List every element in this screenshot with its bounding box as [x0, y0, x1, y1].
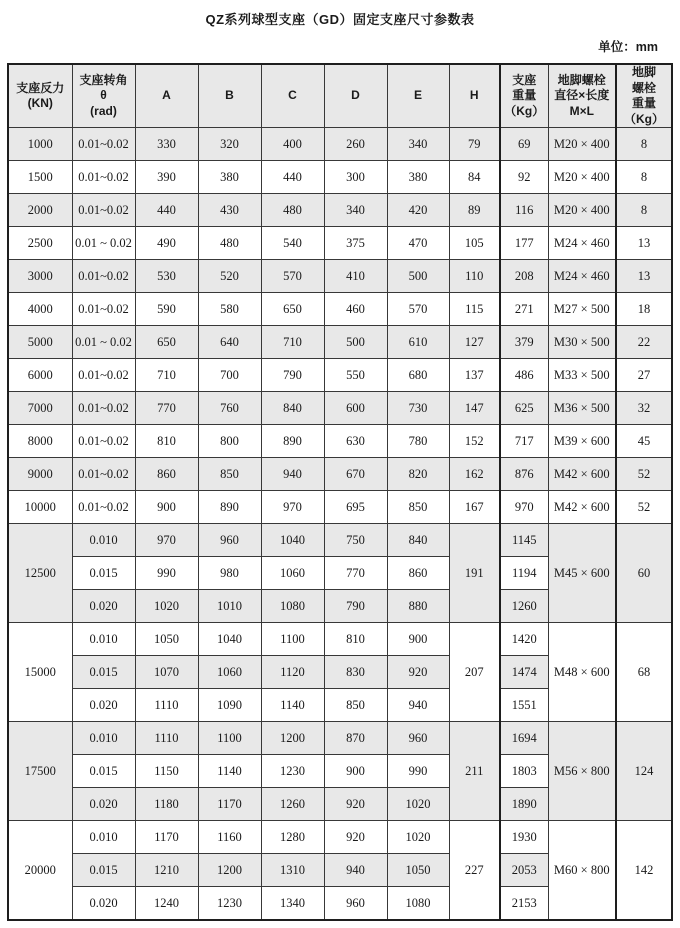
- cell-b: 1060: [198, 656, 261, 689]
- cell-load: 10000: [8, 491, 72, 524]
- cell-b: 700: [198, 359, 261, 392]
- cell-bolt: M33 × 500: [548, 359, 616, 392]
- cell-e: 900: [387, 623, 449, 656]
- cell-a: 970: [135, 524, 198, 557]
- cell-load: 9000: [8, 458, 72, 491]
- cell-c: 1310: [261, 854, 324, 887]
- cell-theta: 0.01~0.02: [72, 392, 135, 425]
- cell-a: 1240: [135, 887, 198, 921]
- cell-c: 1040: [261, 524, 324, 557]
- cell-h: 115: [449, 293, 500, 326]
- cell-b: 580: [198, 293, 261, 326]
- cell-bolt: M60 × 800: [548, 821, 616, 921]
- cell-load: 2500: [8, 227, 72, 260]
- cell-a: 810: [135, 425, 198, 458]
- cell-weight: 69: [500, 128, 548, 161]
- cell-theta: 0.01~0.02: [72, 194, 135, 227]
- header-e: E: [387, 64, 449, 128]
- cell-c: 1260: [261, 788, 324, 821]
- cell-a: 1050: [135, 623, 198, 656]
- cell-theta: 0.01~0.02: [72, 491, 135, 524]
- cell-theta: 0.010: [72, 623, 135, 656]
- cell-c: 400: [261, 128, 324, 161]
- cell-a: 530: [135, 260, 198, 293]
- cell-b: 760: [198, 392, 261, 425]
- cell-load: 6000: [8, 359, 72, 392]
- cell-e: 570: [387, 293, 449, 326]
- unit-label: 单位：mm: [598, 40, 658, 54]
- cell-c: 1100: [261, 623, 324, 656]
- table-row: [8, 227, 672, 260]
- cell-weight: 486: [500, 359, 548, 392]
- cell-theta: 0.010: [72, 722, 135, 755]
- cell-weight: 2053: [500, 854, 548, 887]
- table-row: [8, 359, 672, 392]
- table-row: [8, 623, 672, 656]
- cell-h: 84: [449, 161, 500, 194]
- cell-e: 500: [387, 260, 449, 293]
- cell-e: 880: [387, 590, 449, 623]
- cell-a: 900: [135, 491, 198, 524]
- cell-d: 500: [324, 326, 387, 359]
- cell-weight: 116: [500, 194, 548, 227]
- cell-weight: 92: [500, 161, 548, 194]
- header-bolt: 地脚螺栓 直径×长度 M×L: [548, 64, 616, 128]
- cell-bolt-weight: 13: [616, 260, 672, 293]
- cell-e: 730: [387, 392, 449, 425]
- table-body: [8, 128, 672, 921]
- cell-d: 810: [324, 623, 387, 656]
- cell-weight: 1145: [500, 524, 548, 557]
- cell-b: 1040: [198, 623, 261, 656]
- cell-a: 990: [135, 557, 198, 590]
- table-row: [8, 821, 672, 854]
- table-row: [8, 722, 672, 755]
- cell-e: 860: [387, 557, 449, 590]
- cell-bolt: M48 × 600: [548, 623, 616, 722]
- cell-theta: 0.020: [72, 590, 135, 623]
- cell-c: 1120: [261, 656, 324, 689]
- cell-bolt-weight: 124: [616, 722, 672, 821]
- page-title: QZ系列球型支座（GD）固定支座尺寸参数表: [205, 12, 475, 27]
- cell-bolt: M30 × 500: [548, 326, 616, 359]
- cell-bolt: M20 × 400: [548, 128, 616, 161]
- cell-c: 1200: [261, 722, 324, 755]
- cell-a: 1150: [135, 755, 198, 788]
- cell-theta: 0.01 ~ 0.02: [72, 227, 135, 260]
- cell-d: 260: [324, 128, 387, 161]
- cell-theta: 0.010: [72, 821, 135, 854]
- cell-c: 840: [261, 392, 324, 425]
- cell-c: 1060: [261, 557, 324, 590]
- table-row: [8, 392, 672, 425]
- cell-load: 1500: [8, 161, 72, 194]
- table-row: [8, 326, 672, 359]
- cell-d: 460: [324, 293, 387, 326]
- cell-weight: 1551: [500, 689, 548, 722]
- cell-c: 1280: [261, 821, 324, 854]
- cell-d: 790: [324, 590, 387, 623]
- cell-theta: 0.01~0.02: [72, 293, 135, 326]
- cell-bolt-weight: 68: [616, 623, 672, 722]
- cell-h: 211: [449, 722, 500, 821]
- cell-b: 520: [198, 260, 261, 293]
- cell-bolt: M36 × 500: [548, 392, 616, 425]
- cell-theta: 0.020: [72, 887, 135, 921]
- cell-bolt: M20 × 400: [548, 194, 616, 227]
- cell-bolt: M42 × 600: [548, 491, 616, 524]
- cell-weight: 2153: [500, 887, 548, 921]
- cell-bolt: M56 × 800: [548, 722, 616, 821]
- cell-weight: 625: [500, 392, 548, 425]
- cell-b: 1230: [198, 887, 261, 921]
- cell-theta: 0.01 ~ 0.02: [72, 326, 135, 359]
- header-c: C: [261, 64, 324, 128]
- cell-a: 1020: [135, 590, 198, 623]
- cell-a: 1070: [135, 656, 198, 689]
- cell-h: 162: [449, 458, 500, 491]
- cell-c: 480: [261, 194, 324, 227]
- cell-load: 7000: [8, 392, 72, 425]
- cell-c: 570: [261, 260, 324, 293]
- cell-load: 1000: [8, 128, 72, 161]
- cell-e: 680: [387, 359, 449, 392]
- cell-a: 490: [135, 227, 198, 260]
- cell-e: 610: [387, 326, 449, 359]
- cell-h: 89: [449, 194, 500, 227]
- cell-load: 15000: [8, 623, 72, 722]
- cell-c: 440: [261, 161, 324, 194]
- cell-bolt: M27 × 500: [548, 293, 616, 326]
- cell-a: 770: [135, 392, 198, 425]
- cell-a: 710: [135, 359, 198, 392]
- cell-a: 440: [135, 194, 198, 227]
- cell-b: 430: [198, 194, 261, 227]
- cell-theta: 0.01~0.02: [72, 425, 135, 458]
- cell-load: 17500: [8, 722, 72, 821]
- cell-b: 480: [198, 227, 261, 260]
- cell-bolt-weight: 52: [616, 458, 672, 491]
- cell-weight: 379: [500, 326, 548, 359]
- cell-theta: 0.015: [72, 755, 135, 788]
- header-row: [8, 64, 672, 128]
- cell-load: 20000: [8, 821, 72, 921]
- cell-e: 820: [387, 458, 449, 491]
- cell-b: 890: [198, 491, 261, 524]
- cell-c: 1340: [261, 887, 324, 921]
- cell-h: 79: [449, 128, 500, 161]
- cell-c: 970: [261, 491, 324, 524]
- cell-weight: 717: [500, 425, 548, 458]
- cell-bolt-weight: 45: [616, 425, 672, 458]
- cell-b: 1100: [198, 722, 261, 755]
- header-a: A: [135, 64, 198, 128]
- cell-bolt-weight: 8: [616, 194, 672, 227]
- cell-b: 320: [198, 128, 261, 161]
- table-row: [8, 491, 672, 524]
- cell-e: 1020: [387, 821, 449, 854]
- cell-h: 207: [449, 623, 500, 722]
- cell-d: 300: [324, 161, 387, 194]
- cell-h: 110: [449, 260, 500, 293]
- cell-d: 375: [324, 227, 387, 260]
- header-weight: 支座 重量 （Kg）: [500, 64, 548, 128]
- cell-d: 830: [324, 656, 387, 689]
- cell-weight: 1194: [500, 557, 548, 590]
- cell-theta: 0.01~0.02: [72, 359, 135, 392]
- cell-bolt-weight: 52: [616, 491, 672, 524]
- cell-load: 4000: [8, 293, 72, 326]
- cell-load: 8000: [8, 425, 72, 458]
- cell-d: 900: [324, 755, 387, 788]
- cell-bolt: M42 × 600: [548, 458, 616, 491]
- cell-e: 780: [387, 425, 449, 458]
- cell-c: 890: [261, 425, 324, 458]
- cell-b: 1170: [198, 788, 261, 821]
- spec-table: [7, 63, 673, 921]
- cell-d: 550: [324, 359, 387, 392]
- table-head: [8, 64, 672, 128]
- cell-b: 1090: [198, 689, 261, 722]
- cell-c: 790: [261, 359, 324, 392]
- cell-weight: 1474: [500, 656, 548, 689]
- cell-bolt: M20 × 400: [548, 161, 616, 194]
- cell-bolt-weight: 27: [616, 359, 672, 392]
- cell-c: 650: [261, 293, 324, 326]
- cell-theta: 0.020: [72, 788, 135, 821]
- cell-theta: 0.015: [72, 557, 135, 590]
- cell-c: 710: [261, 326, 324, 359]
- cell-bolt: M45 × 600: [548, 524, 616, 623]
- cell-d: 695: [324, 491, 387, 524]
- header-bolt_weight: 地脚 螺栓 重量 （Kg）: [616, 64, 672, 128]
- cell-a: 1170: [135, 821, 198, 854]
- cell-theta: 0.015: [72, 656, 135, 689]
- cell-weight: 1930: [500, 821, 548, 854]
- cell-d: 940: [324, 854, 387, 887]
- cell-bolt-weight: 32: [616, 392, 672, 425]
- cell-d: 410: [324, 260, 387, 293]
- table-row: [8, 260, 672, 293]
- cell-weight: 876: [500, 458, 548, 491]
- cell-bolt: M39 × 600: [548, 425, 616, 458]
- cell-h: 105: [449, 227, 500, 260]
- cell-theta: 0.010: [72, 524, 135, 557]
- cell-c: 940: [261, 458, 324, 491]
- cell-b: 1160: [198, 821, 261, 854]
- cell-load: 2000: [8, 194, 72, 227]
- cell-h: 167: [449, 491, 500, 524]
- cell-bolt-weight: 18: [616, 293, 672, 326]
- cell-a: 1210: [135, 854, 198, 887]
- table-row: [8, 524, 672, 557]
- cell-d: 870: [324, 722, 387, 755]
- cell-e: 1020: [387, 788, 449, 821]
- cell-weight: 208: [500, 260, 548, 293]
- cell-d: 920: [324, 788, 387, 821]
- cell-a: 860: [135, 458, 198, 491]
- cell-e: 960: [387, 722, 449, 755]
- cell-e: 920: [387, 656, 449, 689]
- cell-weight: 271: [500, 293, 548, 326]
- table-row: [8, 293, 672, 326]
- header-angle: 支座转角 θ (rad): [72, 64, 135, 128]
- cell-e: 1050: [387, 854, 449, 887]
- cell-d: 850: [324, 689, 387, 722]
- cell-bolt-weight: 8: [616, 161, 672, 194]
- cell-b: 800: [198, 425, 261, 458]
- cell-load: 5000: [8, 326, 72, 359]
- cell-weight: 1260: [500, 590, 548, 623]
- cell-d: 600: [324, 392, 387, 425]
- cell-e: 990: [387, 755, 449, 788]
- cell-bolt-weight: 22: [616, 326, 672, 359]
- cell-a: 1180: [135, 788, 198, 821]
- table-row: [8, 194, 672, 227]
- cell-c: 1230: [261, 755, 324, 788]
- cell-d: 630: [324, 425, 387, 458]
- cell-theta: 0.020: [72, 689, 135, 722]
- cell-c: 1140: [261, 689, 324, 722]
- header-load: 支座反力 (KN): [8, 64, 72, 128]
- cell-e: 470: [387, 227, 449, 260]
- cell-load: 12500: [8, 524, 72, 623]
- cell-a: 1110: [135, 689, 198, 722]
- cell-h: 127: [449, 326, 500, 359]
- table-row: [8, 161, 672, 194]
- cell-h: 191: [449, 524, 500, 623]
- cell-b: 980: [198, 557, 261, 590]
- cell-e: 420: [387, 194, 449, 227]
- cell-d: 960: [324, 887, 387, 921]
- cell-theta: 0.01~0.02: [72, 128, 135, 161]
- cell-a: 1110: [135, 722, 198, 755]
- cell-e: 1080: [387, 887, 449, 921]
- cell-d: 750: [324, 524, 387, 557]
- cell-c: 1080: [261, 590, 324, 623]
- cell-e: 340: [387, 128, 449, 161]
- cell-theta: 0.01~0.02: [72, 161, 135, 194]
- cell-a: 650: [135, 326, 198, 359]
- cell-weight: 1420: [500, 623, 548, 656]
- cell-bolt-weight: 142: [616, 821, 672, 921]
- cell-e: 840: [387, 524, 449, 557]
- cell-load: 3000: [8, 260, 72, 293]
- cell-b: 1010: [198, 590, 261, 623]
- cell-e: 850: [387, 491, 449, 524]
- cell-weight: 1803: [500, 755, 548, 788]
- cell-c: 540: [261, 227, 324, 260]
- cell-d: 920: [324, 821, 387, 854]
- cell-b: 380: [198, 161, 261, 194]
- cell-h: 137: [449, 359, 500, 392]
- cell-theta: 0.01~0.02: [72, 260, 135, 293]
- cell-b: 1140: [198, 755, 261, 788]
- table-row: [8, 458, 672, 491]
- cell-d: 770: [324, 557, 387, 590]
- cell-a: 390: [135, 161, 198, 194]
- cell-bolt-weight: 60: [616, 524, 672, 623]
- cell-theta: 0.01~0.02: [72, 458, 135, 491]
- header-b: B: [198, 64, 261, 128]
- cell-b: 960: [198, 524, 261, 557]
- cell-weight: 1890: [500, 788, 548, 821]
- cell-b: 640: [198, 326, 261, 359]
- cell-weight: 1694: [500, 722, 548, 755]
- cell-bolt-weight: 8: [616, 128, 672, 161]
- header-h: H: [449, 64, 500, 128]
- cell-h: 227: [449, 821, 500, 921]
- header-d: D: [324, 64, 387, 128]
- cell-theta: 0.015: [72, 854, 135, 887]
- cell-h: 152: [449, 425, 500, 458]
- cell-e: 940: [387, 689, 449, 722]
- cell-bolt-weight: 13: [616, 227, 672, 260]
- cell-d: 340: [324, 194, 387, 227]
- cell-weight: 177: [500, 227, 548, 260]
- cell-b: 1200: [198, 854, 261, 887]
- cell-b: 850: [198, 458, 261, 491]
- cell-d: 670: [324, 458, 387, 491]
- cell-h: 147: [449, 392, 500, 425]
- cell-a: 590: [135, 293, 198, 326]
- cell-bolt: M24 × 460: [548, 260, 616, 293]
- cell-a: 330: [135, 128, 198, 161]
- cell-e: 380: [387, 161, 449, 194]
- cell-bolt: M24 × 460: [548, 227, 616, 260]
- table-row: [8, 425, 672, 458]
- cell-weight: 970: [500, 491, 548, 524]
- table-row: [8, 128, 672, 161]
